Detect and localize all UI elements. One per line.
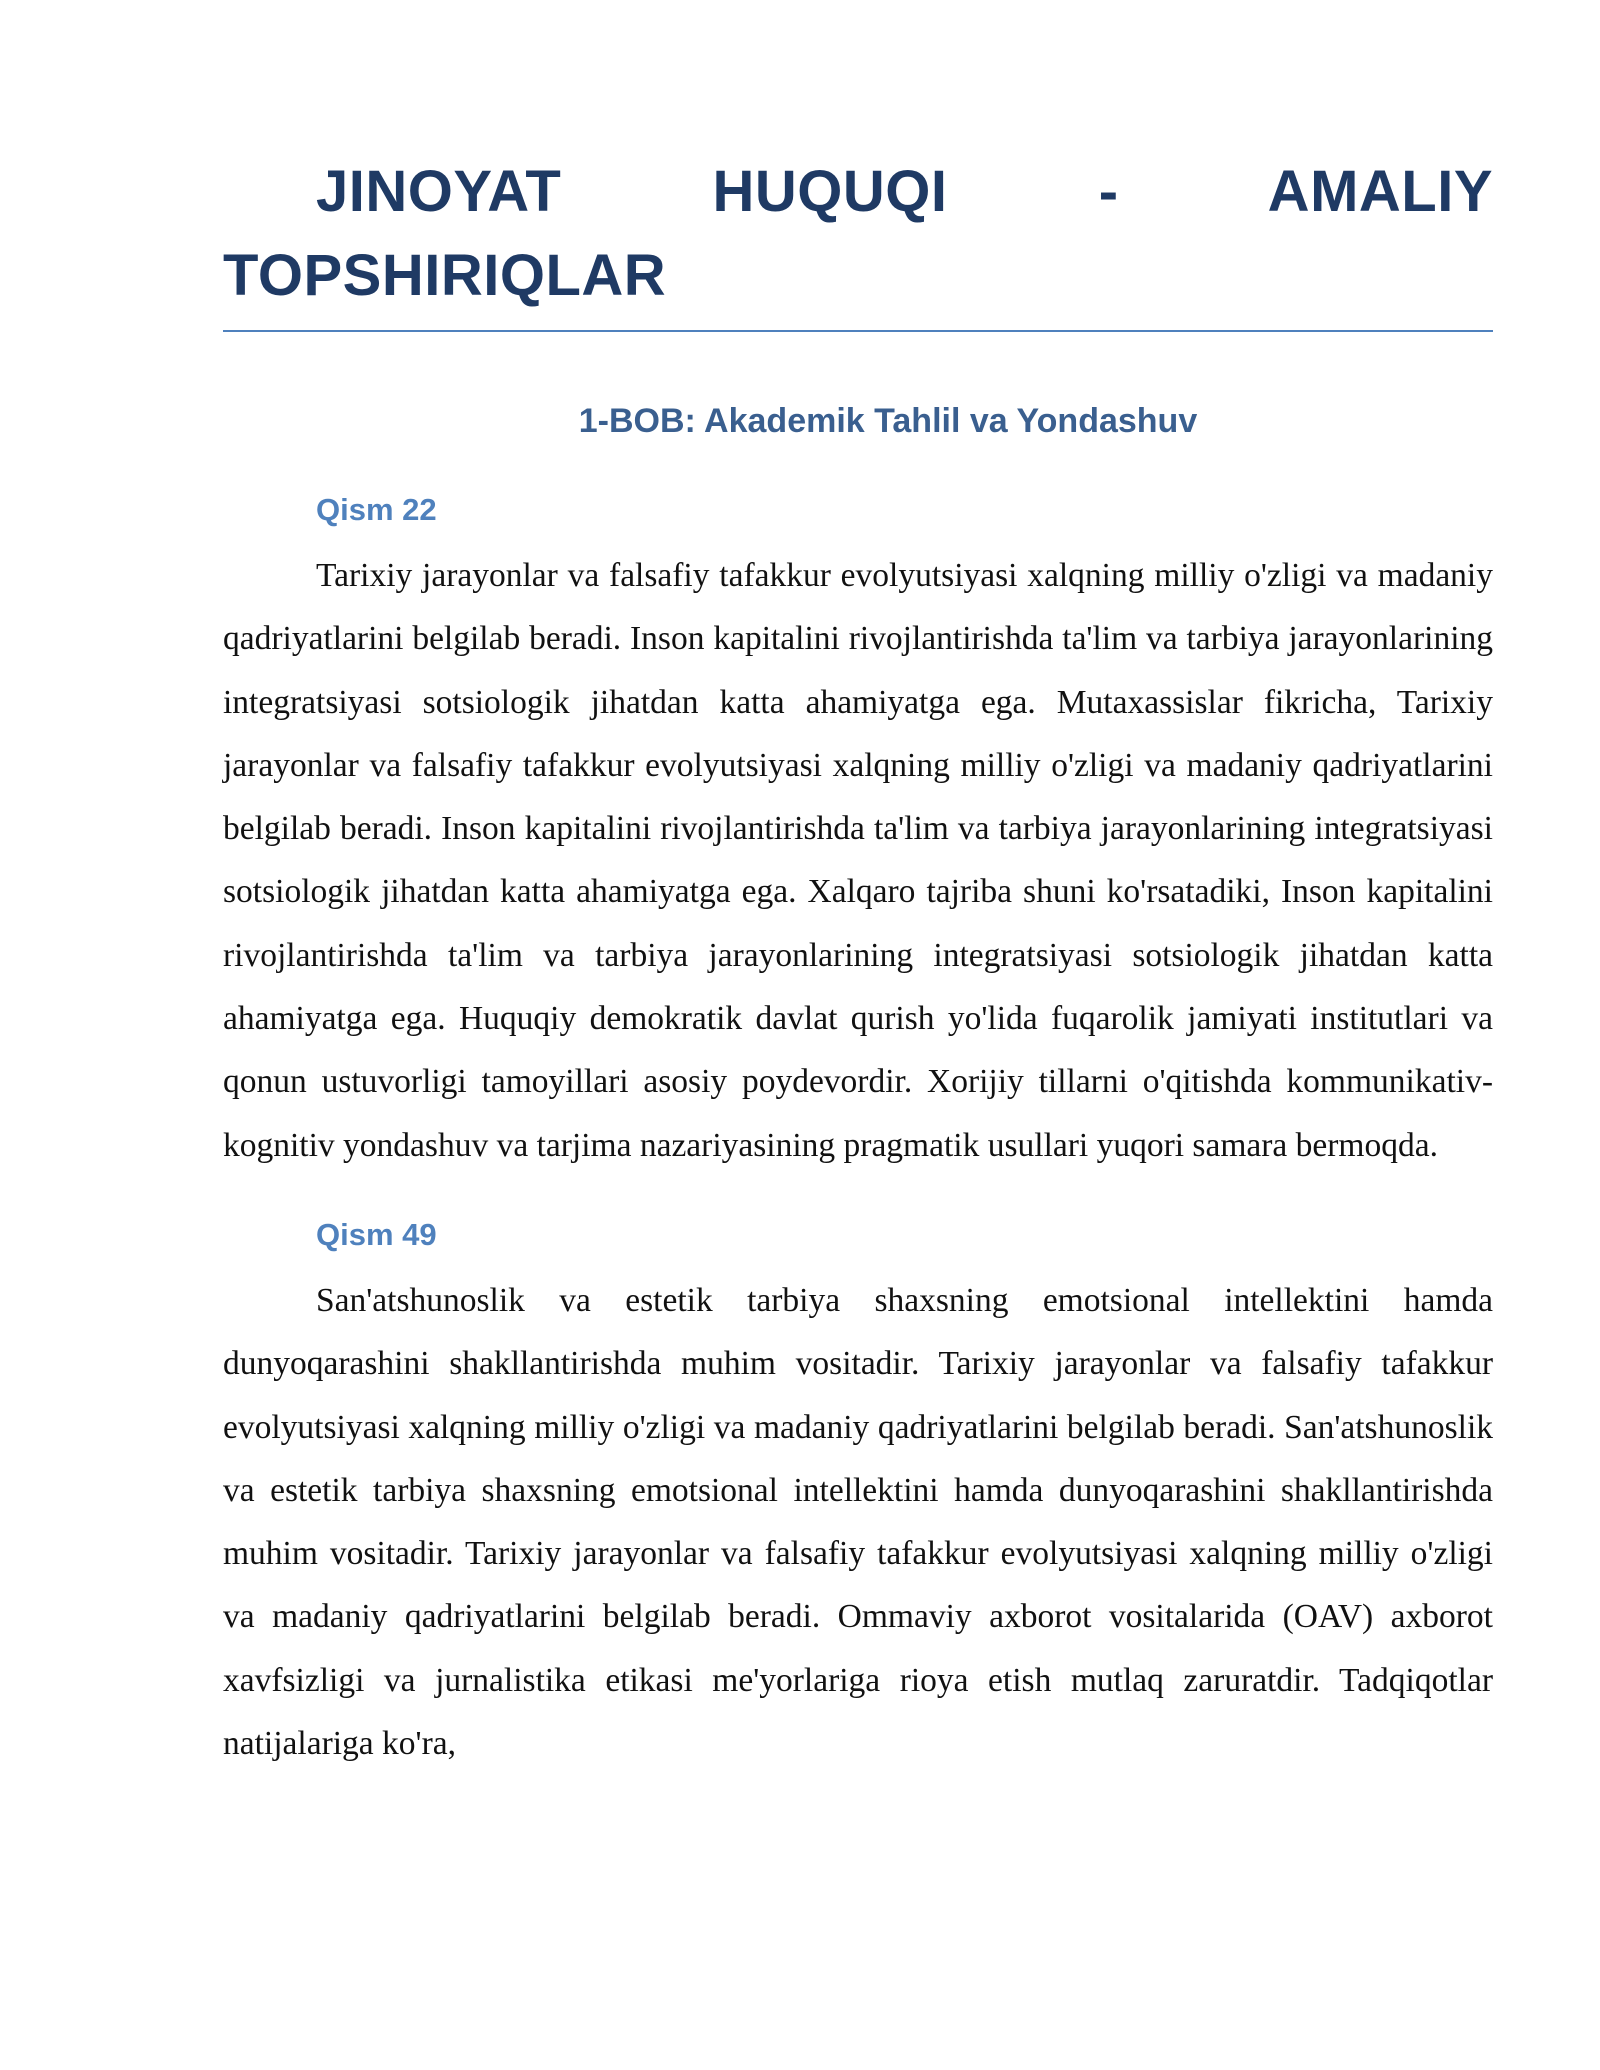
- section-qism-49: [223, 1215, 1493, 1775]
- section-paragraph: Tarixiy jarayonlar va falsafiy tafakkur evolyutsiyasi xalqning milliy o'zligi va madaniy qadriyatlarini belgilab beradi. Inson kapitalini rivojlantirishda ta'lim va tarbiya jarayonlarining integratsiyasi sotsiologik jihatdan katta ahamiyatga ega. Mutaxassislar fikricha, Tarixiy jarayonlar va falsafiy tafakkur evolyutsiyasi xalqning milliy o'zligi va madaniy qadriyatlarini belgilab beradi. Inson kapitalini rivojlantirishda ta'lim va tarbiya jarayonlarining integratsiyasi sotsiologik jihatdan katta ahamiyatga ega. Xalqaro tajriba shuni ko'rsatadiki, Inson kapitalini rivojlantirishda ta'lim va tarbiya jarayonlarining integratsiyasi sotsiologik jihatdan katta ahamiyatga ega. Huquqiy demokratik davlat qurish yo'lida fuqarolik jamiyati institutlari va qonun ustuvorligi tamoyillari asosiy poydevordir. Xorijiy tillarni o'qitishda kommunikativ-kognitiv yondashuv va tarjima nazariyasining pragmatik usullari yuqori samara bermoqda.: [223, 557, 1493, 1164]
- section-heading: Qism 22: [316, 492, 437, 527]
- section-heading: Qism 49: [316, 1216, 437, 1252]
- document-page: [223, 150, 1493, 1775]
- chapter-heading: 1-BOB: Akademik Tahlil va Yondashuv: [578, 402, 1198, 440]
- section-qism-22: [223, 490, 1493, 1177]
- document-title: JINOYAT HUQUQI - AMALIY TOPSHIRIQLAR: [223, 150, 1493, 332]
- section-paragraph: San'atshunoslik va estetik tarbiya shaxsning emotsional intellektini hamda dunyoqarashini shakllantirishda muhim vositadir. Tarixiy jarayonlar va falsafiy tafakkur evolyutsiyasi xalqning milliy o'zligi va madaniy qadriyatlarini belgilab beradi. San'atshunoslik va estetik tarbiya shaxsning emotsional intellektini hamda dunyoqarashini shakllantirishda muhim vositadir. Tarixiy jarayonlar va falsafiy tafakkur evolyutsiyasi xalqning milliy o'zligi va madaniy qadriyatlarini belgilab beradi. Ommaviy axborot vositalarida (OAV) axborot xavfsizligi va jurnalistika etikasi me'yorlariga rioya etish mutlaq zaruratdir. Tadqiqotlar natijalariga ko'ra,: [223, 1281, 1493, 1763]
